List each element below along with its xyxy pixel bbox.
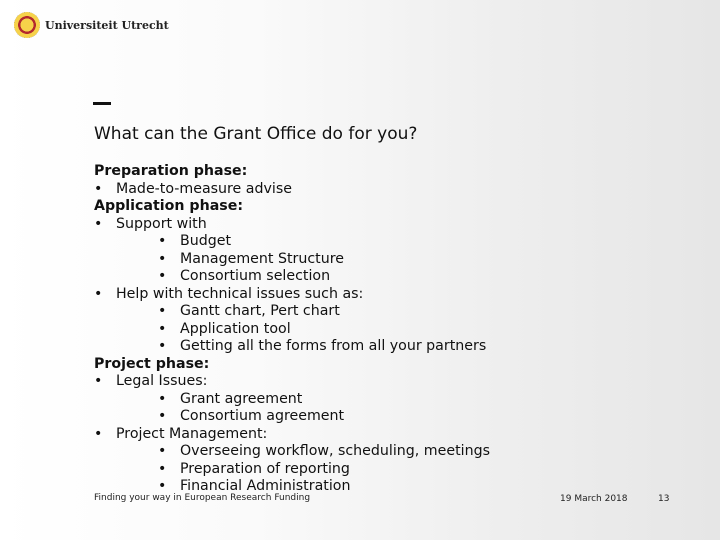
bullet-icon: • [158, 478, 167, 494]
bullet-item [94, 373, 694, 391]
sub-bullet-item [94, 303, 694, 321]
line-text: Management Structure [180, 250, 344, 267]
bullet-item [94, 286, 694, 304]
sub-bullet-item [94, 408, 694, 426]
line-text: Project phase: [94, 355, 210, 372]
bullet-icon: • [158, 338, 167, 354]
sub-bullet-item [94, 251, 694, 269]
sub-bullet-item [94, 443, 694, 461]
line-text: Application phase: [94, 198, 244, 214]
footer-date: 19 March 2018 [560, 494, 628, 504]
line-text: Consortium agreement [180, 408, 345, 424]
bullet-item [94, 426, 694, 444]
bullet-icon: • [94, 425, 103, 442]
bullet-icon: • [94, 285, 103, 302]
bullet-icon: • [158, 233, 167, 249]
section-heading [94, 356, 694, 374]
bullet-icon: • [158, 268, 167, 284]
section-heading [94, 198, 694, 216]
line-text: Help with technical issues such as: [116, 285, 364, 302]
bullet-icon: • [158, 250, 167, 267]
sub-bullet-item [94, 461, 694, 479]
bullet-icon: • [158, 390, 167, 407]
line-text: Getting all the forms from all your partners [180, 338, 487, 354]
sub-bullet-item [94, 233, 694, 251]
bullet-icon: • [94, 180, 103, 197]
sub-bullet-item [94, 391, 694, 409]
bullet-icon: • [158, 408, 167, 424]
line-text: Budget [180, 233, 232, 249]
line-text: Legal Issues: [116, 373, 208, 389]
logo-text: Universiteit Utrecht [45, 18, 169, 32]
sub-bullet-item [94, 268, 694, 286]
footer-text: Finding your way in European Research Funding [94, 493, 311, 503]
bullet-item [94, 216, 694, 234]
line-text: Application tool [180, 320, 291, 337]
page-number: 13 [658, 494, 670, 504]
line-text: Grant agreement [180, 390, 303, 407]
bullet-icon: • [158, 443, 167, 459]
bullet-icon: • [94, 373, 103, 389]
bullet-icon: • [158, 460, 167, 477]
section-heading [94, 163, 694, 181]
slide-title: What can the Grant Office do for you? [94, 124, 418, 144]
bullet-icon: • [158, 303, 167, 319]
line-text: Overseeing workflow, scheduling, meetings [180, 443, 490, 459]
line-text: Support with [116, 215, 207, 232]
bullet-icon: • [94, 215, 103, 232]
slide-content [94, 163, 694, 496]
university-logo [14, 12, 169, 38]
line-text: Gantt chart, Pert chart [180, 303, 340, 319]
line-text: Consortium selection [180, 268, 331, 284]
line-text: Made-to-measure advise [116, 180, 292, 197]
line-text: Preparation of reporting [180, 460, 350, 477]
sub-bullet-item [94, 338, 694, 356]
line-text: Financial Administration [180, 478, 351, 494]
title-accent-bar [93, 102, 111, 105]
bullet-item [94, 181, 694, 199]
line-text: Project Management: [116, 425, 268, 442]
university-seal-icon [14, 12, 40, 38]
sub-bullet-item [94, 321, 694, 339]
line-text: Preparation phase: [94, 163, 248, 179]
bullet-icon: • [158, 320, 167, 337]
